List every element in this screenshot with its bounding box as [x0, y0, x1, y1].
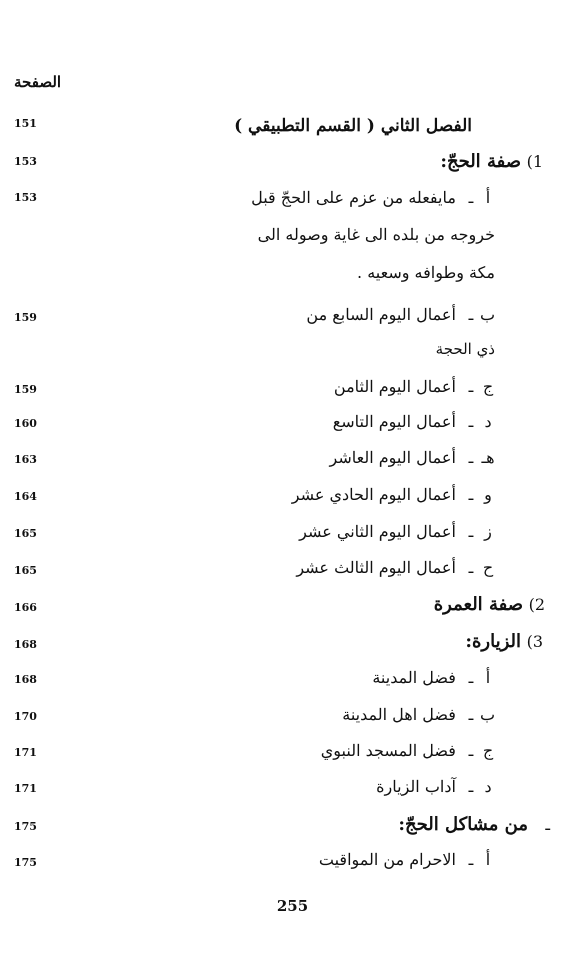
- toc-entry-title: فضل المسجد النبوي: [320, 741, 456, 760]
- toc-entry-letter: أ: [485, 188, 491, 207]
- toc-entry-dash: ـ: [468, 305, 474, 324]
- toc-entry-dash: ـ: [468, 668, 474, 687]
- toc-entry-title: أعمال اليوم السابع من: [306, 305, 456, 324]
- toc-entry: [465, 631, 543, 652]
- toc-entry-title: أعمال اليوم العاشر: [329, 448, 456, 467]
- toc-entry: [440, 151, 543, 172]
- toc-page-number: 170: [14, 710, 37, 723]
- toc-entry-title: فضل المدينة: [372, 668, 456, 687]
- toc-entry-title: صفة الحجّ:: [440, 151, 521, 172]
- toc-entry-dash: ـ: [468, 377, 474, 396]
- toc-entry-letter: و: [484, 485, 492, 504]
- toc-page-number: 168: [14, 638, 37, 651]
- toc-page-number: 159: [14, 383, 37, 396]
- toc-entry: [296, 558, 495, 577]
- toc-entry: [372, 668, 495, 687]
- toc-entry: [434, 594, 545, 615]
- toc-entry-dash: ـ: [468, 485, 474, 504]
- toc-entry: [333, 412, 495, 431]
- toc-entry-title: أعمال اليوم الثاني عشر: [299, 522, 456, 541]
- toc-chapter-heading: الفصل الثاني ( القسم التطبيقي ): [234, 116, 472, 136]
- toc-entry: [299, 522, 495, 541]
- toc-entry-title: مايفعله من عزم على الحجّ قبل: [251, 188, 456, 207]
- toc-entry-letter: أ: [485, 668, 491, 687]
- toc-entry-dash: ـ: [468, 777, 474, 796]
- toc-entry-dash: ـ: [468, 850, 474, 869]
- toc-entry: [306, 305, 495, 324]
- toc-entry-letter: ز: [484, 522, 492, 541]
- toc-entry-letter: ب: [479, 705, 495, 724]
- toc-entry-title: الاحرام من المواقيت: [318, 850, 456, 869]
- toc-page-number: 163: [14, 453, 37, 466]
- toc-entry-title: فضل اهل المدينة: [342, 705, 456, 724]
- toc-page-number: 166: [14, 601, 37, 614]
- toc-entry: [321, 741, 495, 760]
- toc-entry-title: أعمال اليوم الثالث عشر: [296, 558, 456, 577]
- toc-entry-letter: أ: [485, 850, 491, 869]
- toc-page-number: 151: [14, 117, 37, 130]
- toc-entry: [330, 448, 495, 467]
- toc-entry-continuation: خروجه من بلده الى غاية وصوله الى: [257, 225, 495, 244]
- toc-entry-title: أعمال اليوم التاسع: [332, 412, 456, 431]
- toc-entry-dash: ـ: [468, 522, 474, 541]
- toc-page-number: 159: [14, 311, 37, 324]
- toc-entry-dash: ـ: [468, 188, 474, 207]
- toc-page-number: 153: [14, 155, 37, 168]
- page-number: 255: [276, 897, 309, 915]
- toc-entry-title: الزيارة:: [465, 631, 521, 652]
- toc-page-number: 175: [14, 856, 37, 869]
- toc-entry: [319, 850, 495, 869]
- toc-entry-number: 2): [528, 595, 545, 614]
- toc-page-number: 171: [14, 746, 37, 759]
- toc-page-number: 164: [14, 490, 37, 503]
- toc-entry-dash: ـ: [468, 412, 474, 431]
- toc-entry-dash: ـ: [545, 815, 550, 834]
- toc-entry-dash: ـ: [468, 741, 474, 760]
- toc-entry-dash: ـ: [468, 558, 474, 577]
- toc-entry: [251, 188, 495, 207]
- toc-page-number: 175: [14, 820, 37, 833]
- toc-entry: [292, 485, 495, 504]
- toc-entry-letter: ب: [479, 305, 495, 324]
- toc-entry-dash: ـ: [468, 705, 474, 724]
- toc-entry: [342, 705, 495, 724]
- toc-entry-title: صفة العمرة: [433, 594, 523, 615]
- toc-entry-dash: ـ: [468, 448, 474, 467]
- toc-entry-letter: ج: [482, 377, 494, 396]
- toc-entry-title: أعمال اليوم الحادي عشر: [291, 485, 456, 504]
- toc-page-number: 165: [14, 527, 37, 540]
- toc-entry-continuation: مكة وطوافه وسعيه .: [357, 263, 495, 282]
- toc-page-number: 168: [14, 673, 37, 686]
- toc-entry-title: من مشاكل الحجّ:: [398, 814, 528, 835]
- toc-entry-letter: هـ: [481, 448, 495, 467]
- toc-page-number: 171: [14, 782, 37, 795]
- toc-entry-number: 3): [526, 632, 543, 651]
- toc-entry-number: 1): [526, 152, 543, 171]
- toc-page-number: 153: [14, 191, 37, 204]
- page-column-header: الصفحة: [14, 73, 62, 91]
- toc-entry-continuation: ذي الحجة: [435, 340, 495, 358]
- toc-entry-title: آداب الزيارة: [376, 777, 456, 796]
- toc-entry-letter: ح: [482, 558, 494, 577]
- toc-entry-title: أعمال اليوم الثامن: [333, 377, 456, 396]
- toc-entry: [334, 377, 495, 396]
- toc-entry-letter: د: [484, 777, 492, 796]
- toc-page-number: 160: [14, 417, 37, 430]
- toc-entry: [398, 814, 550, 835]
- toc-entry-letter: ج: [482, 741, 494, 760]
- toc-entry: [376, 777, 495, 796]
- toc-page-number: 165: [14, 564, 37, 577]
- toc-entry-letter: د: [484, 412, 492, 431]
